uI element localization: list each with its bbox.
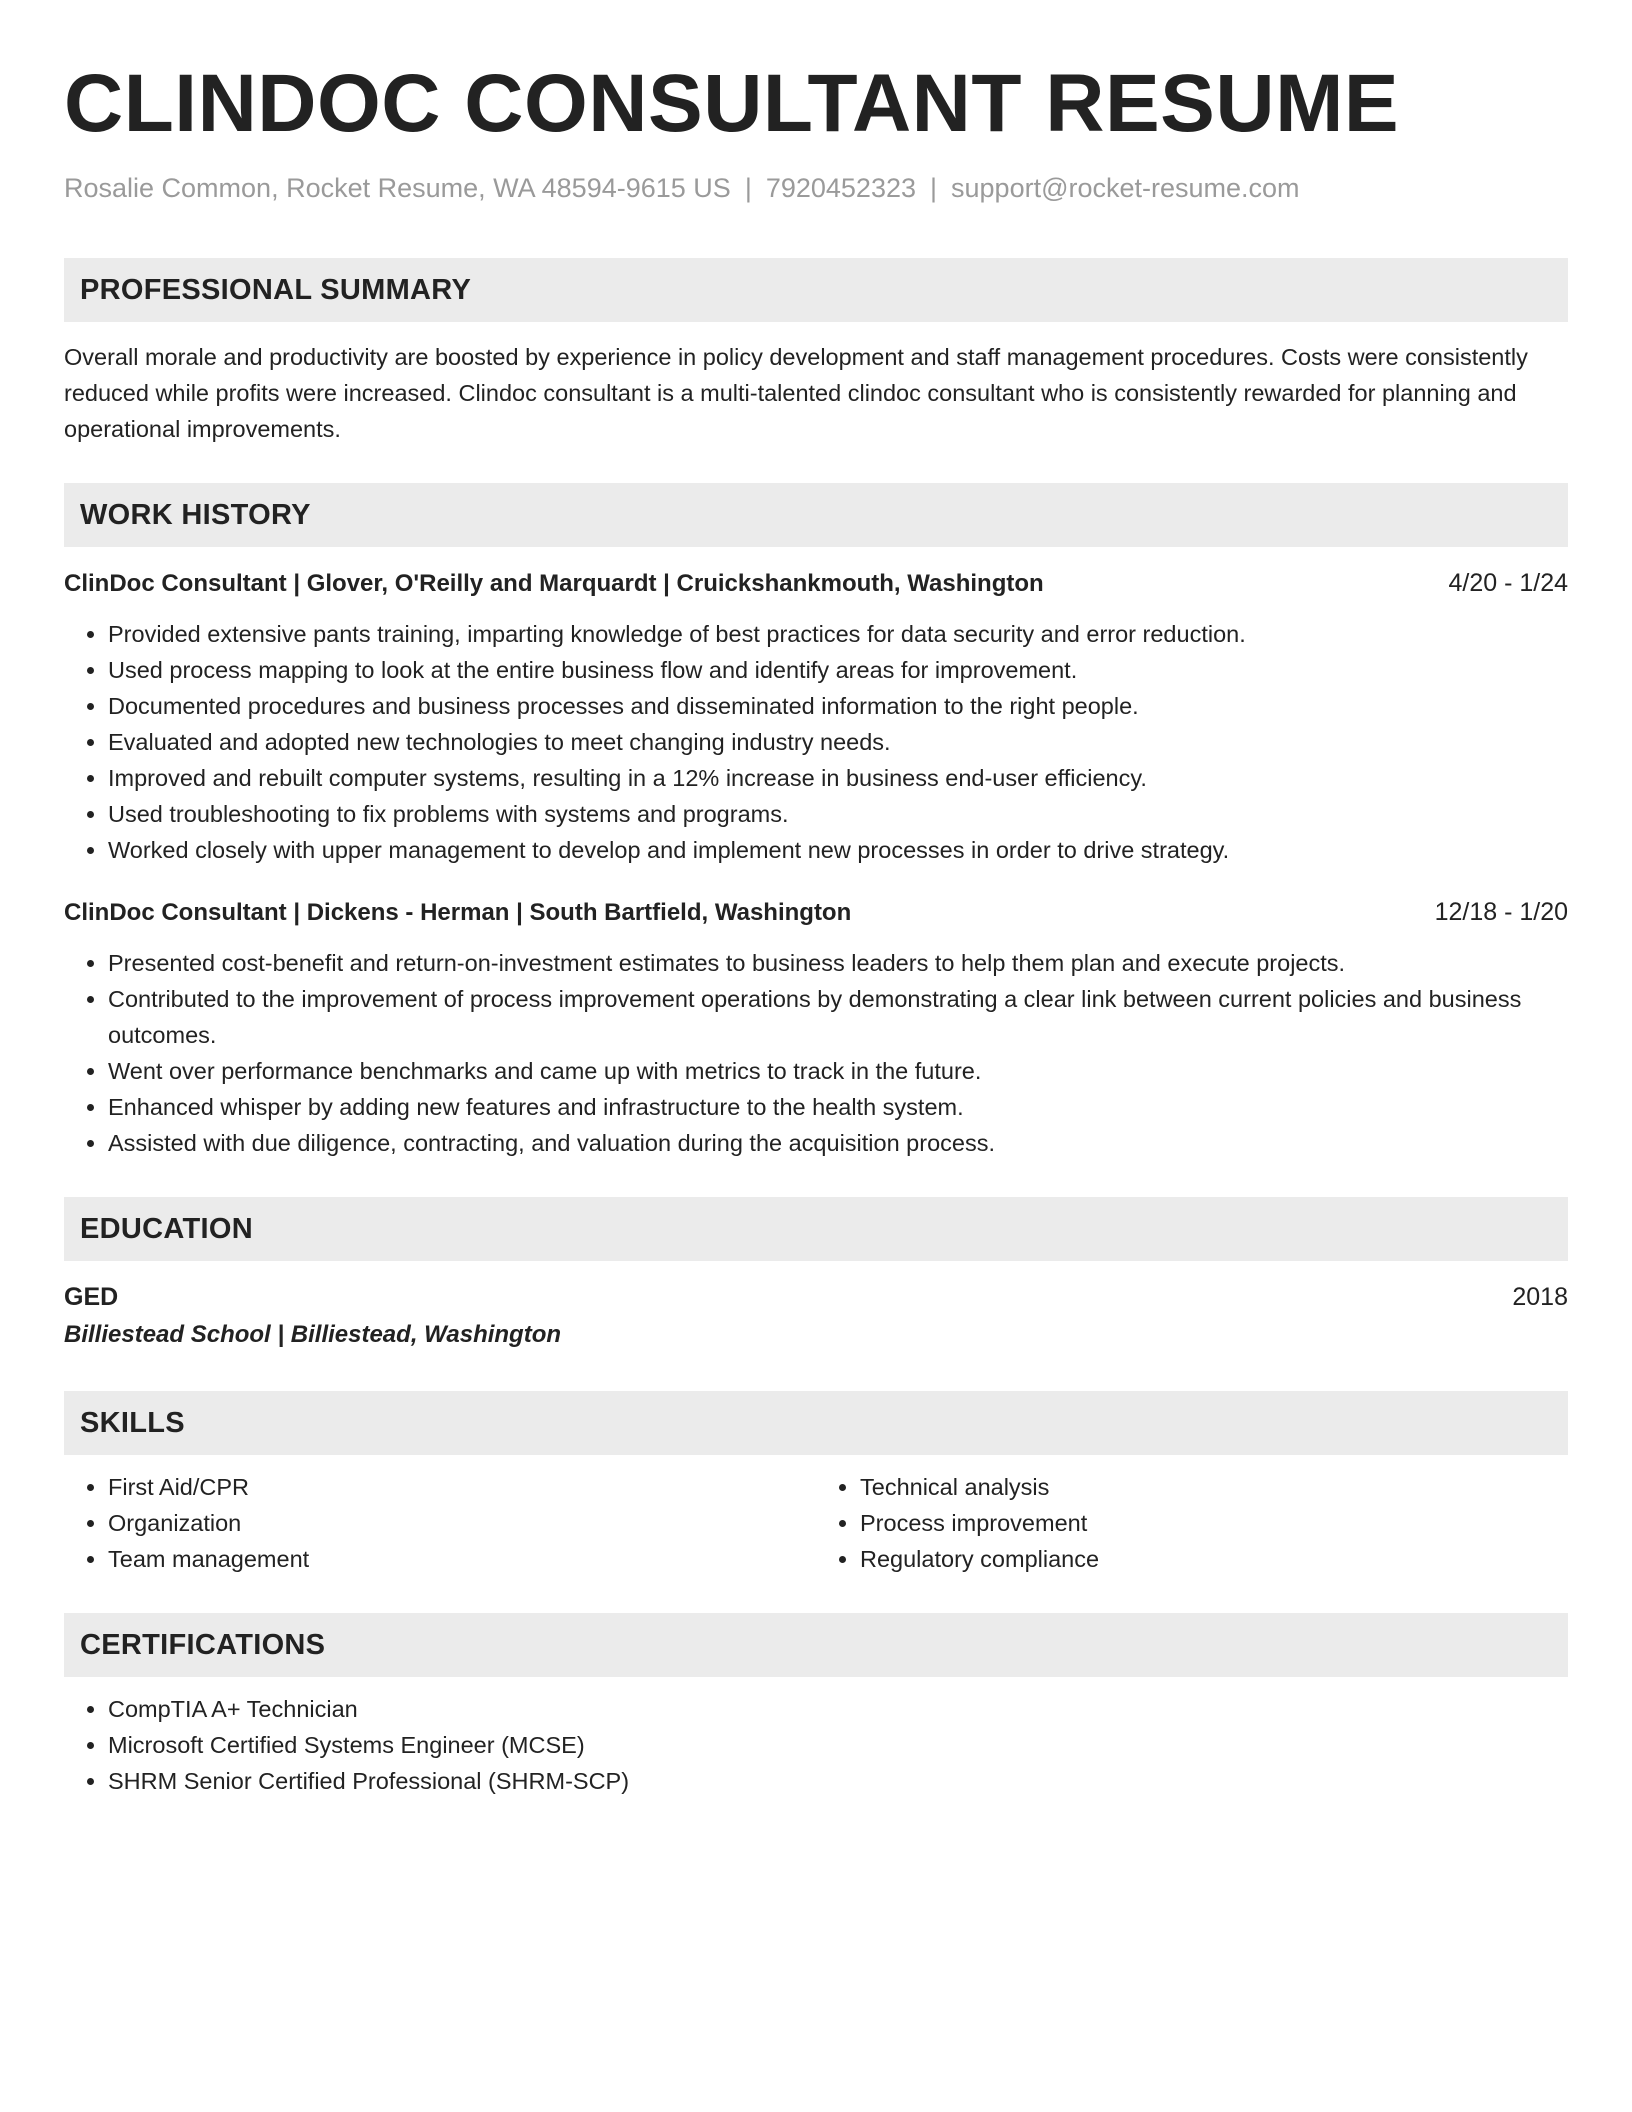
job-bullet: • Provided extensive pants training, imparting knowledge of best practices for data security and error reduction. [108, 616, 1568, 652]
job-dates: 4/20 - 1/24 [1448, 569, 1568, 597]
skill-item: • Technical analysis [860, 1469, 1568, 1505]
job-header [64, 565, 1568, 602]
contact-address: Rosalie Common, Rocket Resume, WA 48594-9615 US [64, 173, 731, 203]
education-year: 2018 [1512, 1283, 1568, 1311]
work-history-section [64, 483, 1568, 1161]
education-header [64, 1279, 1568, 1315]
job-bullets [64, 616, 1568, 868]
contact-separator: | [744, 173, 752, 203]
job-header [64, 894, 1568, 931]
summary-text: Overall morale and productivity are boosted by experience in policy development and staff management procedures. Costs were consistently reduced while profits were increased. Clindoc consultant is a multi-talented clindoc consultant who is consistently rewarded for planning and operational improvements. [64, 344, 1528, 442]
job-bullet: • Worked closely with upper management to develop and implement new processes in order to drive strategy. [108, 832, 1568, 868]
job-bullet: • Contributed to the improvement of process improvement operations by demonstrating a clear link between current policies and business outcomes. [108, 981, 1568, 1053]
contact-email: support@rocket-resume.com [951, 173, 1300, 203]
job-bullet: • Used troubleshooting to fix problems with systems and programs. [108, 796, 1568, 832]
job-dates: 12/18 - 1/20 [1434, 898, 1568, 926]
job-bullet: • Went over performance benchmarks and came up with metrics to track in the future. [108, 1053, 1568, 1089]
job-bullets [64, 945, 1568, 1161]
summary-section [64, 258, 1568, 447]
job-entry [64, 894, 1568, 1161]
skill-item: • Organization [108, 1505, 816, 1541]
skill-item: • Process improvement [860, 1505, 1568, 1541]
skill-item: • Team management [108, 1541, 816, 1577]
skills-left-column [64, 1469, 816, 1577]
skills-right-column [816, 1469, 1568, 1577]
summary-heading: PROFESSIONAL SUMMARY [64, 258, 1568, 322]
skills-heading: SKILLS [64, 1391, 1568, 1455]
job-bullet: • Assisted with due diligence, contracting, and valuation during the acquisition process. [108, 1125, 1568, 1161]
contact-separator: | [930, 173, 938, 203]
education-degree: GED [64, 1283, 119, 1311]
job-bullet: • Evaluated and adopted new technologies to meet changing industry needs. [108, 724, 1568, 760]
job-bullet: • Enhanced whisper by adding new features and infrastructure to the health system. [108, 1089, 1568, 1125]
job-bullet: • Improved and rebuilt computer systems, resulting in a 12% increase in business end-user efficiency. [108, 760, 1568, 796]
contact-phone: 7920452323 [765, 173, 916, 203]
skills-grid [64, 1455, 1568, 1577]
work-history-heading: WORK HISTORY [64, 483, 1568, 547]
certifications-heading: CERTIFICATIONS [64, 1613, 1568, 1677]
education-school: Billiestead School | Billiestead, Washington [64, 1321, 562, 1348]
resume-title: CLINDOC CONSULTANT RESUME [64, 58, 1400, 149]
job-entry [64, 565, 1568, 868]
job-bullet: • Documented procedures and business processes and disseminated information to the right people. [108, 688, 1568, 724]
job-bullet: • Presented cost-benefit and return-on-investment estimates to business leaders to help them plan and execute projects. [108, 945, 1568, 981]
skills-section [64, 1391, 1568, 1577]
certification-item: • Microsoft Certified Systems Engineer (MCSE) [108, 1727, 1568, 1763]
certification-item: • SHRM Senior Certified Professional (SHRM-SCP) [108, 1763, 1568, 1799]
education-section [64, 1197, 1568, 1355]
skill-item: • Regulatory compliance [860, 1541, 1568, 1577]
job-title: ClinDoc Consultant | Glover, O'Reilly and Marquardt | Cruickshankmouth, Washington [64, 570, 1044, 597]
certifications-list [64, 1691, 1568, 1799]
certification-item: • CompTIA A+ Technician [108, 1691, 1568, 1727]
job-bullet: • Used process mapping to look at the entire business flow and identify areas for improvement. [108, 652, 1568, 688]
education-entry [64, 1279, 1568, 1355]
contact-line [64, 170, 1568, 206]
certifications-section [64, 1613, 1568, 1799]
education-heading: EDUCATION [64, 1197, 1568, 1261]
skill-item: • First Aid/CPR [108, 1469, 816, 1505]
job-title: ClinDoc Consultant | Dickens - Herman | South Bartfield, Washington [64, 899, 852, 926]
